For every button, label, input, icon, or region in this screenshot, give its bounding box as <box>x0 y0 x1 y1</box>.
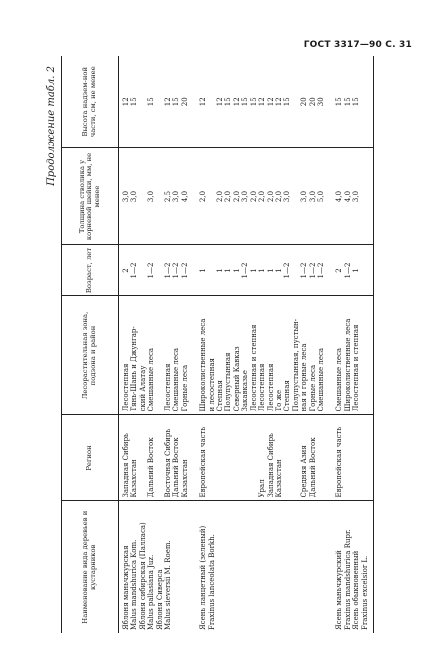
column-header-thickness: Толщина стволика у корневой шейки, мм, не менее <box>62 148 119 245</box>
cell-line: Степная <box>283 380 292 412</box>
cell-region <box>329 415 373 501</box>
cell-line: Полупустынная, пустын- <box>291 318 300 412</box>
cell-age <box>329 245 373 296</box>
cell-line <box>208 418 216 498</box>
cell-line: 1 <box>352 268 361 273</box>
cell-line: 2,0 <box>199 190 208 203</box>
cell-line: 2,0 <box>232 190 241 203</box>
cell-line: 1—2 <box>300 262 309 279</box>
cell-thickness <box>119 148 194 245</box>
cell-line: Дальний Восток <box>147 437 156 498</box>
cell-line: 1 <box>258 268 267 273</box>
cell-line: Полупустынная <box>224 352 233 412</box>
cell-line: Европейская часть <box>199 426 208 498</box>
cell-line: Fraxinus lanceolata Borkh. <box>207 534 216 630</box>
table-row <box>193 56 329 633</box>
cell-line: 1—2 <box>147 262 156 279</box>
cell-line: 12 <box>258 97 267 107</box>
cell-line: Западная Сибирь <box>266 433 275 498</box>
cell-line: Казахстан <box>130 459 139 498</box>
cell-zone <box>193 296 329 415</box>
cell-line: 15 <box>224 97 233 107</box>
cell-line: Лесостепная <box>122 363 130 412</box>
cell-line: 15 <box>352 97 361 107</box>
cell-line: 3,0 <box>300 190 309 203</box>
cell-line: 2 <box>122 268 130 273</box>
cell-line: Смешанные леса <box>316 347 325 412</box>
cell-line <box>208 56 216 148</box>
cell-line: Malus mandshurica Kom. <box>130 539 139 630</box>
cell-line: Яблоня Сиверса <box>155 569 164 630</box>
cell-line: 1—2 <box>316 262 325 279</box>
cell-line: 12 <box>216 97 225 107</box>
cell-line <box>208 149 216 245</box>
cell-zone <box>329 296 373 415</box>
cell-line: 1 <box>199 268 208 273</box>
cell-line: 1 <box>216 268 225 273</box>
cell-line: Урал <box>258 479 267 498</box>
cell-line: 3,0 <box>352 190 361 203</box>
table-row <box>119 56 194 633</box>
cell-line: 15 <box>335 97 344 107</box>
cell-line: Лесостепная <box>266 363 275 412</box>
cell-line: Смешанные леса <box>147 347 156 412</box>
cell-line: 3,0 <box>308 190 317 203</box>
cell-line <box>156 299 164 412</box>
cell-line: Яблоня маньчжурская <box>122 545 130 630</box>
cell-line: Дальний Восток <box>308 437 317 498</box>
cell-thickness <box>193 148 329 245</box>
cell-line <box>292 56 300 148</box>
cell-line: ная и горные леса <box>300 343 309 412</box>
cell-line: Лесостепная и степная <box>352 324 361 412</box>
cell-line <box>208 246 216 296</box>
cell-height <box>329 56 373 148</box>
cell-line <box>224 418 232 498</box>
cell-line: Яблоня сибирская (Палласа) <box>138 522 147 630</box>
cell-line <box>283 418 291 498</box>
cell-line: Широколиственные леса <box>199 318 208 412</box>
cell-line: 15 <box>283 97 292 107</box>
cell-line: Ясень маньчжурский <box>335 550 344 630</box>
cell-region <box>193 415 329 501</box>
cell-line: 1—2 <box>130 262 139 279</box>
cell-line <box>292 149 300 245</box>
cell-line <box>156 149 164 245</box>
cell-line <box>250 418 258 498</box>
column-header-height: Высота надзем-ной части, см, не менее <box>62 56 119 148</box>
cell-species <box>193 501 329 633</box>
cell-line: Западная Сибирь <box>122 433 130 498</box>
cell-line: 30 <box>316 97 325 107</box>
cell-line: 2 <box>335 268 344 273</box>
cell-line: Закавказье <box>241 370 250 412</box>
cell-line: 20 <box>308 97 317 107</box>
cell-line: 2,0 <box>249 190 258 203</box>
seedling-standards-table <box>61 56 374 633</box>
cell-line: Казахстан <box>180 459 189 498</box>
cell-region <box>119 415 194 501</box>
cell-line: Горные леса <box>180 364 189 412</box>
cell-line: 1—2 <box>164 262 173 279</box>
cell-line <box>139 418 147 498</box>
cell-line: 3,0 <box>283 190 292 203</box>
cell-line: 12 <box>232 97 241 107</box>
cell-line <box>139 149 147 245</box>
table-caption: Продолжение табл. 2 <box>46 66 57 186</box>
cell-line: Тянь-Шань и Джунгар- <box>130 326 139 412</box>
cell-line <box>156 56 164 148</box>
cell-line: Смешанные леса <box>335 347 344 412</box>
cell-line: Ясень ланцетный (зеленый) <box>199 525 208 630</box>
cell-line: 20 <box>300 97 309 107</box>
cell-species <box>329 501 373 633</box>
column-header-species: Наименование вида деревьев и кустарников <box>62 501 119 633</box>
cell-line: 1 <box>224 268 233 273</box>
cell-line: Дальний Восток <box>172 437 181 498</box>
cell-line: 3,0 <box>147 190 156 203</box>
cell-line: 2,0 <box>266 190 275 203</box>
cell-line: 3,0 <box>241 190 250 203</box>
cell-line: 20 <box>180 97 189 107</box>
cell-height <box>193 56 329 148</box>
cell-line: 4,0 <box>335 190 344 203</box>
cell-line <box>216 418 224 498</box>
cell-line <box>292 246 300 296</box>
cell-line: ский Алатау <box>138 365 147 412</box>
cell-line: Лесостепная <box>258 363 267 412</box>
cell-line: 15 <box>249 97 258 107</box>
cell-line: Fraxinus mandshurica Rupr. <box>343 529 352 630</box>
cell-line: 12 <box>199 97 208 107</box>
cell-species <box>119 501 194 633</box>
cell-line: 4,0 <box>343 190 352 203</box>
cell-line: 15 <box>343 97 352 107</box>
cell-line: Смешанные леса <box>172 347 181 412</box>
cell-line: 1 <box>274 268 283 273</box>
cell-line: 15 <box>130 97 139 107</box>
cell-line: То же <box>274 389 283 412</box>
cell-line: 15 <box>172 97 181 107</box>
cell-line <box>139 56 147 148</box>
cell-line: 15 <box>241 97 250 107</box>
column-header-age: Возраст, лет <box>62 245 119 296</box>
cell-line: 1—2 <box>180 262 189 279</box>
cell-line: 12 <box>274 97 283 107</box>
cell-line: 2,0 <box>258 190 267 203</box>
cell-line: 1—2 <box>172 262 181 279</box>
cell-line: 12 <box>164 97 173 107</box>
cell-line: 1 <box>249 268 258 273</box>
cell-line: 2,0 <box>216 190 225 203</box>
column-header-region: Регион <box>62 415 119 501</box>
cell-zone <box>119 296 194 415</box>
cell-line: 5,0 <box>316 190 325 203</box>
cell-line: и лесостепная <box>207 358 216 412</box>
cell-line: 1—2 <box>241 262 250 279</box>
cell-line: Fraxinus excelsior L. <box>360 555 369 630</box>
cell-line: 3,0 <box>122 190 130 203</box>
cell-line: 1—2 <box>283 262 292 279</box>
cell-line: 1 <box>232 268 241 273</box>
cell-line: 1 <box>266 268 275 273</box>
rotated-table-area <box>46 56 403 633</box>
cell-line <box>156 418 164 498</box>
cell-line: 2,0 <box>274 190 283 203</box>
cell-line <box>139 246 147 296</box>
cell-line: Лесостепная и степная <box>249 324 258 412</box>
cell-line: 2,5 <box>164 190 173 203</box>
cell-age <box>193 245 329 296</box>
cell-line: 15 <box>147 97 156 107</box>
cell-line <box>292 418 300 498</box>
cell-height <box>119 56 194 148</box>
cell-line: 12 <box>122 97 130 107</box>
cell-line: Широколиственные леса <box>343 318 352 412</box>
column-header-zone: Лесорастительная зона, подзона и район <box>62 296 119 415</box>
cell-age <box>119 245 194 296</box>
cell-line <box>241 418 249 498</box>
cell-line: Степная <box>216 380 225 412</box>
cell-line: Северный Кавказ <box>232 346 241 412</box>
cell-line: 4,0 <box>180 190 189 203</box>
cell-line: Malus pallasiana Juz. <box>147 554 156 630</box>
cell-line <box>156 246 164 296</box>
cell-line: 1—2 <box>343 262 352 279</box>
cell-line: Malus sieversii M. Roem. <box>164 540 173 630</box>
cell-line: 2,0 <box>224 190 233 203</box>
cell-line: Восточная Сибирь <box>164 428 173 498</box>
table-header-row <box>62 56 119 633</box>
cell-line: 3,0 <box>172 190 181 203</box>
running-header: ГОСТ 3317—90 С. 31 <box>303 40 412 50</box>
cell-line: Средняя Азия <box>300 445 309 498</box>
cell-thickness <box>329 148 373 245</box>
table-row <box>329 56 373 633</box>
cell-line: Лесостепная <box>164 363 173 412</box>
cell-line: 3,0 <box>130 190 139 203</box>
cell-line <box>233 418 241 498</box>
cell-line: Казахстан <box>274 459 283 498</box>
table-body <box>119 56 374 633</box>
cell-line: 12 <box>266 97 275 107</box>
cell-line: Европейская часть <box>335 426 344 498</box>
cell-line: 1—2 <box>308 262 317 279</box>
cell-line: Горные леса <box>308 364 317 412</box>
cell-line: Ясень обыкновенный <box>352 550 361 630</box>
